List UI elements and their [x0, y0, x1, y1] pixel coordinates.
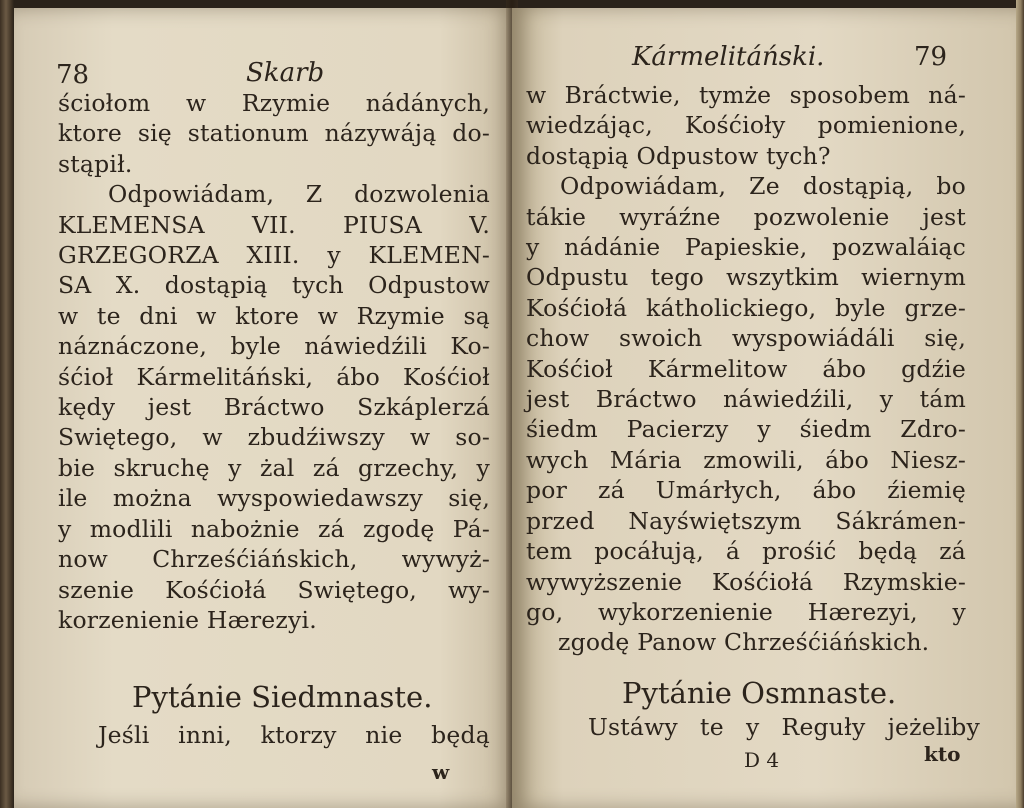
left-running-head: Skarb — [246, 58, 325, 88]
text-line: KLEMENSA VII. PIUSA V. — [58, 210, 490, 239]
text-line: tem pocáłują, á prośić będą zá — [526, 537, 966, 566]
signature-mark: D 4 — [744, 748, 780, 772]
text-line: w Bráctwie, tymże sposobem ná- — [526, 81, 966, 109]
text-line: tákie wyráźne pozwolenie jest — [526, 202, 966, 231]
text-line: korzenienie Hærezyi. — [58, 605, 317, 634]
text-line: GRZEGORZA XIII. y KLEMEN- — [58, 241, 490, 270]
page-edge — [1016, 0, 1024, 808]
text-line: ile można wyspowiedawszy się, — [58, 484, 490, 513]
text-line: jest Bráctwo náwiedźili, y tám — [526, 385, 966, 414]
left-page-number: 78 — [56, 60, 90, 90]
text-line: Swiętego, w zbudźiwszy w so- — [58, 423, 490, 452]
right-section-title: Pytánie Osmnaste. — [622, 676, 897, 710]
left-section-title: Pytánie Siedmnaste. — [132, 680, 433, 714]
text-line: go, wykorzenienie Hærezyi, y — [526, 597, 966, 626]
text-line: por zá Umárłych, ábo źiemię — [526, 476, 966, 505]
text-line: w te dni w ktore w Rzymie są — [58, 301, 490, 330]
text-line: szenie Kośćiołá Swiętego, wy- — [58, 575, 490, 604]
left-last-line-block — [98, 720, 490, 750]
text-line: dostąpią Odpustow tych? — [526, 141, 831, 170]
text-line: śćioł Kármelitáński, ábo Kośćioł — [58, 362, 490, 391]
text-line: Kośćioł Kármelitow ábo gdźie — [526, 354, 966, 383]
text-line: przed Nayświętszym Sákrámen- — [526, 506, 966, 535]
text-line: śiedm Pacierzy y śiedm Zdro- — [526, 415, 966, 444]
right-catchword: kto — [924, 742, 961, 766]
text-line: wywyższenie Kośćiołá Rzymskie- — [526, 567, 966, 596]
text-line: stąpił. — [58, 149, 133, 178]
text-line: kędy jest Bráctwo Szkáplerzá — [58, 393, 490, 422]
right-page — [512, 8, 1018, 808]
text-line: Jeśli inni, ktorzy nie będą — [98, 721, 490, 749]
text-line: chow swoich wyspowiádáli się, — [526, 324, 966, 353]
text-line: Kośćiołá kátholickiego, byle grze- — [526, 293, 966, 322]
left-body-text — [58, 88, 490, 635]
right-page-number: 79 — [914, 42, 948, 72]
right-running-head: Kármelitáński. — [632, 42, 825, 72]
text-line: bie skruchę y żal zá grzechy, y — [58, 453, 490, 482]
text-line: Odpowiádam, Z dozwolenia — [108, 180, 490, 209]
text-line: Odpowiádam, Ze dostąpią, bo — [560, 172, 966, 201]
text-line: Ustáwy te y Reguły jeżeliby — [588, 713, 980, 741]
left-catchword: w — [432, 760, 450, 784]
right-last-line-block — [588, 712, 980, 742]
text-line: y modlili nabożnie zá zgodę Pá- — [58, 514, 490, 543]
text-line: SA X. dostąpią tych Odpustow — [58, 271, 490, 300]
text-line: y nádánie Papieskie, pozwaláiąc — [526, 233, 966, 262]
text-line: wiedzájąc, Kośćioły pomienione, — [526, 111, 966, 140]
text-line: ktore się stationum názywáją do- — [58, 119, 490, 148]
right-body-text — [526, 80, 966, 658]
text-line: wych Mária zmowili, ábo Niesz- — [526, 445, 966, 474]
left-page — [14, 8, 514, 808]
text-line: zgodę Panow Chrześćiáńskich. — [558, 628, 930, 657]
text-line: ściołom w Rzymie nádánych, — [58, 89, 490, 117]
text-line: now Chrześćiáńskich, wywyż- — [58, 545, 490, 574]
text-line: Odpustu tego wszytkim wiernym — [526, 263, 966, 292]
text-line: náznáczone, byle náwiedźili Ko- — [58, 332, 490, 361]
